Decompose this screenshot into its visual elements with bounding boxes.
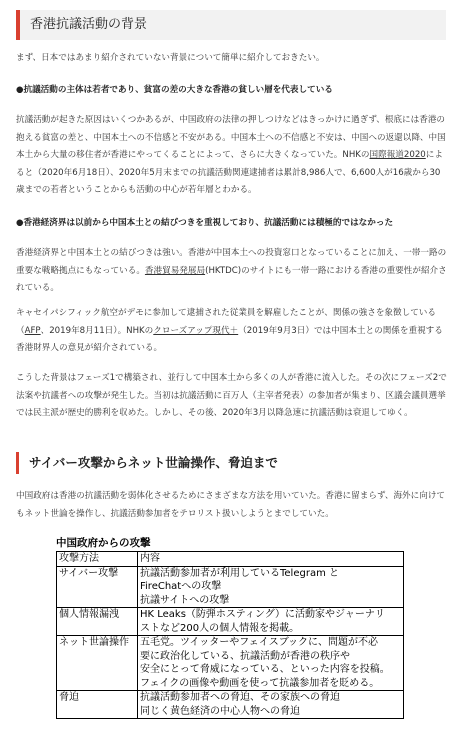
intro-paragraph: まず、日本ではあまり紹介されていない背景について簡単に紹介しておきたい。: [16, 53, 325, 63]
table-cell-content: [138, 566, 404, 608]
content-line: 抗議活動参加者が利用しているTelegram と: [140, 567, 339, 579]
content-line: 同じく黄色経済の中心人物への脅迫: [140, 705, 300, 717]
lead-point-2: ●香港経済界は以前から中国本土との結びつきを重視しており、抗議活動には積極的ではなかった: [16, 218, 394, 228]
table-row: [57, 608, 404, 636]
paragraph-2-text-b: (HKTDC)のサイトにも一帯一路における香港の重要性が紹介されている。: [16, 265, 447, 293]
paragraph-1-text-a: 抗議活動が起きた原因はいくつかあるが、中国政府の法律の押しつけなどはきっかけに過ぎず、根底には香港の抱える貧富の差と、中国本土への不信感と不安がある。中国本土への不信感と不安は、中国への返還以降、中国本土から大量の移住者が香港にやってくることによって、さらに大きくなっていた。NHKの: [16, 115, 446, 160]
attack-table-figure: [56, 535, 404, 719]
content-line: フェイクの画像や動画を使って抗議参加者を貶める。: [140, 677, 380, 689]
paragraph-2-text-a: 香港経済界と中国本土との結びつきは強い。香港が中国本土への投資窓口となっていることに加え、一帯一路の重要な戦略拠点にもなっている。: [16, 248, 447, 276]
paragraph-3-text-b: 、2019年8月11日）。NHKの: [40, 325, 154, 336]
paragraph-3-text-a: キャセイパシフィック航空がデモに参加して逮捕された従業員を解雇したことが、関係の強さを象徴している（: [16, 308, 436, 336]
section-heading-text: 香港抗議活動の背景: [30, 17, 148, 32]
table-row: [57, 691, 404, 719]
table-row: [57, 636, 404, 691]
link-closeup-gendai[interactable]: クローズアップ現代＋: [153, 325, 239, 336]
content-line: 要に政治化している、抗議活動が香港の秩序や: [140, 650, 350, 662]
table-header-content: 内容: [138, 552, 404, 567]
table-cell-method: 個人情報漏洩: [57, 608, 138, 636]
link-hktdc[interactable]: 香港貿易発展局: [144, 265, 206, 276]
table-row: [57, 566, 404, 608]
link-afp[interactable]: AFP: [24, 325, 41, 336]
table-header-method: 攻撃方法: [57, 552, 138, 567]
subsection-heading: [16, 452, 446, 474]
paragraph-1: [16, 112, 448, 200]
attack-table-title: 中国政府からの攻撃: [56, 537, 151, 549]
paragraph-1-text-b: によると（2020年6月18日）、2020年5月末までの抗議活動関連逮捕者は累計8,986人で、6,600人が16歳から30歳までの若者ということからも活動の中心が若年層とわかる。: [16, 150, 443, 195]
content-line: ストなど200人の個人情報を掲載。: [140, 622, 300, 634]
content-line: 安全にとって脅威になっている、といった内容を投稿。: [140, 664, 390, 675]
paragraph-2: [16, 245, 448, 298]
section-heading: [16, 10, 446, 40]
attack-table: [56, 551, 404, 719]
content-line: 抗議サイトへの攻撃: [140, 594, 230, 606]
content-line: 五毛党。ツイッターやフェイスブックに、問題が不必: [140, 637, 378, 648]
table-header-row: [57, 552, 404, 567]
table-cell-content: [138, 691, 404, 719]
table-cell-method: サイバー攻撃: [57, 566, 138, 608]
table-cell-method: 脅迫: [57, 691, 138, 719]
table-cell-method: ネット世論操作: [57, 636, 138, 691]
paragraph-3: [16, 305, 448, 358]
content-line: 抗議活動参加者への脅迫、その家族への脅迫: [140, 692, 340, 703]
lead-point-1: ●抗議活動の主体は若者であり、貧富の差の大きな香港の貧しい層を代表している: [16, 85, 333, 95]
subsection-heading-text: サイバー攻撃からネット世論操作、脅迫まで: [29, 455, 278, 470]
subsection-paragraph: 中国政府は香港の抗議活動を弱体化させるためにさまざまな方法を用いていた。香港に留まらず、海外に向けてもネット世論を操作し、抗議活動参加者をテロリスト扱いしようとまでしていた。: [16, 491, 446, 519]
table-cell-content: [138, 608, 404, 636]
content-line: HK Leaks（防弾ホスティング）に活動家やジャーナリ: [140, 609, 385, 620]
content-line: FireChatへの攻撃: [140, 581, 222, 592]
paragraph-4: こうした背景はフェーズ1で構築され、並行して中国本土から多くの人が香港に流入した。その次にフェーズ2で法案や抗議者への攻撃が発生した。当初は抗議活動に百万人（主宰者発表）の参加者が集まり、区議会議員選挙では民主派が歴史的勝利を収めた。しかし、その後、2020年3月以降急速に抗議活動は衰退してゆく。: [16, 373, 447, 418]
link-kokusai-houdou[interactable]: 国際報道2020: [369, 150, 426, 160]
paragraph-3-text-c: （2019年9月3日）では中国本土との関係を重視する香港財界人の意見が紹介されている。: [16, 325, 443, 353]
table-cell-content: [138, 636, 404, 691]
